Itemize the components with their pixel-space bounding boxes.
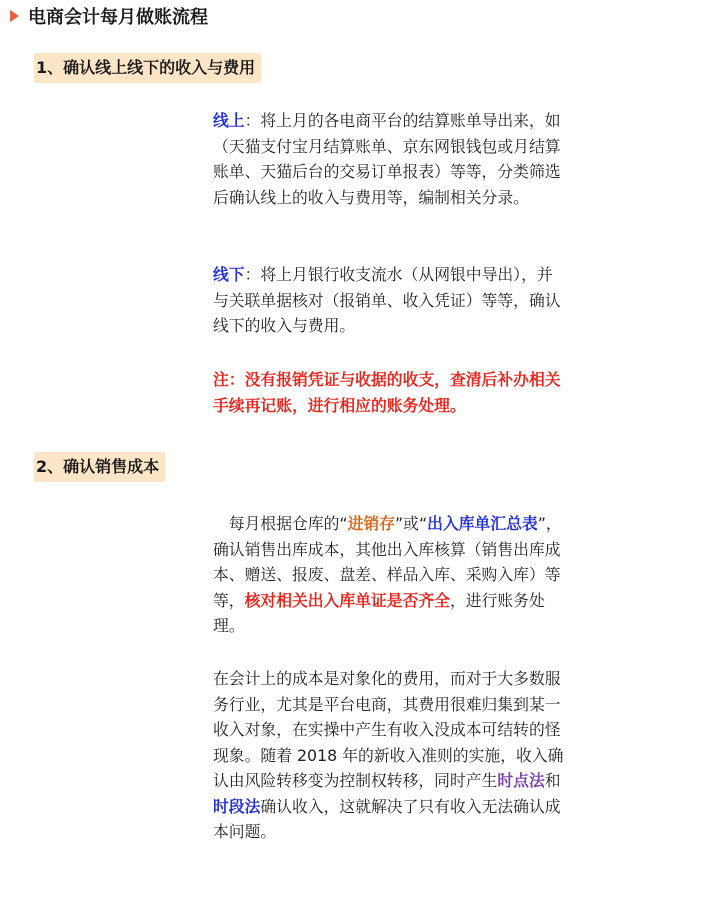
offline-paragraph xyxy=(213,262,565,339)
note-text: 注：没有报销凭证与收据的收支，查清后补办相关手续再记账，进行相应的账务处理。 xyxy=(213,370,561,415)
over-time-highlight: 时段法 xyxy=(213,796,261,816)
note-paragraph xyxy=(213,367,565,418)
section-heading-1: 1、确认线上线下的收入与费用 xyxy=(34,53,261,83)
p1-end: ，进行账务处理。 xyxy=(213,590,545,635)
p2-end: 确认收入，这就解决了只有收入无法确认成本问题。 xyxy=(213,796,561,841)
offline-label: 线下 xyxy=(213,265,245,284)
p1-after: ”，确认销售出库成本，其他出入库核算（销售出库成本、赠送、报废、盘差、样品入库、采购入库）等等， xyxy=(213,514,562,610)
triangle-bullet-icon xyxy=(10,10,19,22)
p2-start: 在会计上的成本是对象化的费用，而对于大多数服务行业，尤其是平台电商，其费用很难归集到某一收入对象，在实操中产生有收入没成本可结转的怪现象。随着 2018 年的新收入准则的实施，收入确认由风险转移变为控制权转移，同时产生 xyxy=(213,669,564,790)
cost-paragraph xyxy=(213,511,565,639)
online-paragraph xyxy=(213,108,565,210)
warehouse-summary-highlight: 出入库单汇总表 xyxy=(427,514,538,533)
online-colon: ： xyxy=(244,111,261,130)
online-label: 线上 xyxy=(213,111,245,130)
title-row xyxy=(10,4,208,28)
online-text: 将上月的各电商平台的结算账单导出来，如（天猫支付宝月结算账单、京东网银钱包或月结算账单、天猫后台的交易订单报表）等等，分类筛选后确认线上的收入与费用等，编制相关分录。 xyxy=(213,111,561,207)
p1-indent: 每月根据仓库的“ xyxy=(213,514,348,533)
inventory-highlight: 进销存 xyxy=(347,514,395,533)
offline-colon: ： xyxy=(244,265,261,284)
page-title: 电商会计每月做账流程 xyxy=(28,7,208,28)
verify-docs-highlight: 核对相关出入库单证是否齐全 xyxy=(244,590,450,610)
p2-and: 和 xyxy=(544,771,561,790)
accounting-paragraph xyxy=(213,666,565,845)
p1-mid: ”或“ xyxy=(394,514,428,533)
offline-text: 将上月银行收支流水（从网银中导出），并与关联单据核对（报销单、收入凭证）等等，确认线下的收入与费用。 xyxy=(213,265,561,335)
point-in-time-highlight: 时点法 xyxy=(497,771,545,790)
section-heading-2: 2、确认销售成本 xyxy=(34,452,165,482)
